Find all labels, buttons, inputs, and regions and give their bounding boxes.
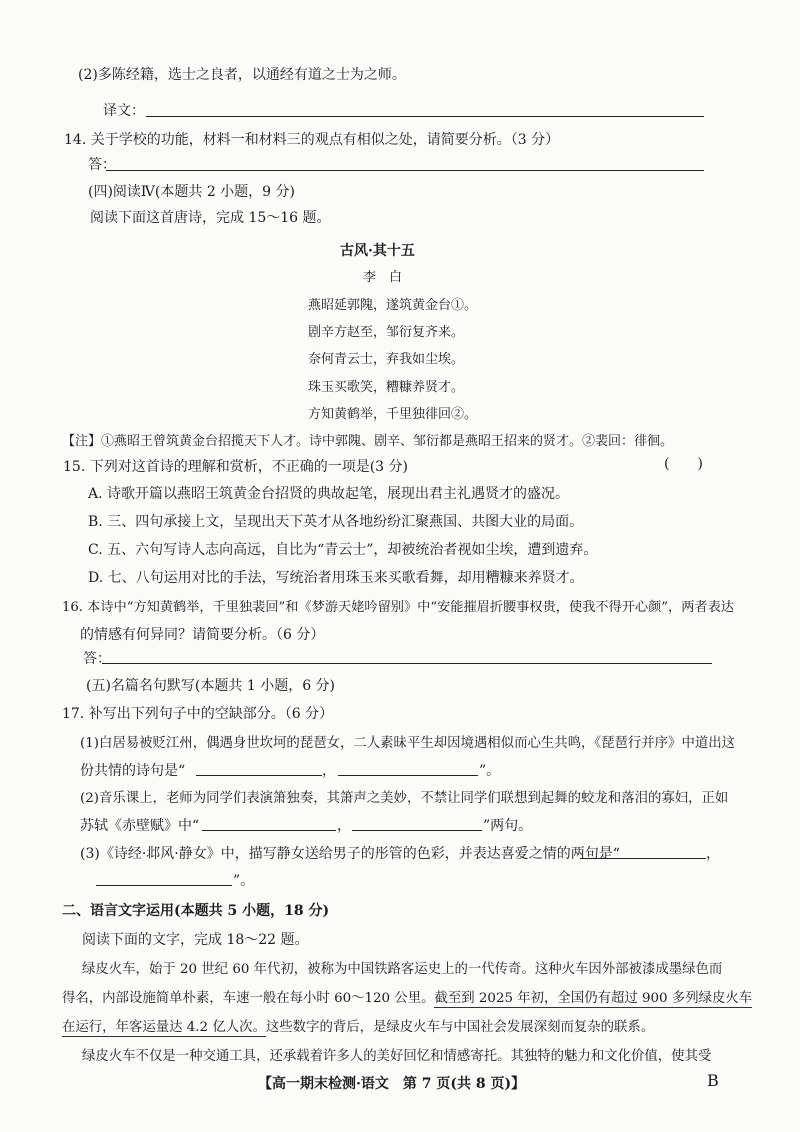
section5-heading: (五)名篇名句默写(本题共 1 小题，6 分) [86, 678, 336, 694]
q17-p3-blank-2[interactable] [96, 885, 232, 886]
q17-p2-prefix: 苏轼《赤壁赋》中“ [80, 818, 200, 834]
passage-text: 这些数字的背后，是绿皮火车与中国社会发展深刻而复杂的联系。 [265, 1020, 655, 1035]
passage-para1-line2 [62, 987, 752, 1006]
poem-line: 燕昭延郭隗，遂筑黄金台①。 [308, 298, 478, 313]
q16-answer-line[interactable] [102, 663, 712, 664]
q17-p1-blank-2[interactable] [338, 775, 478, 776]
q17-p1-blank-1[interactable] [196, 775, 322, 776]
q15-option-a: A. 诗歌开篇以燕昭王筑黄金台招贤的典故起笔，展现出君主礼遇贤才的盛况。 [88, 486, 570, 502]
translation-label: 译文： [103, 103, 145, 119]
q15-option-d: D. 七、八句运用对比的手法，写统治者用珠玉来买歌看舞，却用糟糠来养贤才。 [88, 570, 584, 586]
q17-p2-blank-1[interactable] [202, 830, 336, 831]
poem-line: 剧辛方赵至，邹衍复齐来。 [308, 325, 465, 340]
underlined-sentence: 在运行，年客运量达 4.2 亿人次。 [62, 1020, 266, 1035]
q17-p1-comma: ， [322, 763, 336, 779]
underlined-sentence: 截至到 2025 年初，全国仍有超过 900 多列绿皮火车 [434, 991, 753, 1006]
q14-text: 14. 关于学校的功能，材料一和材料三的观点有相似之处，请简要分析。（3 分） [64, 132, 560, 148]
part2-heading: 二、语言文字运用(本题共 5 小题，18 分) [62, 903, 330, 919]
poem-line: 奈何青云士，弃我如尘埃。 [308, 352, 465, 367]
translation-answer-line[interactable] [146, 116, 704, 117]
section4-heading: (四)阅读Ⅳ(本题共 2 小题，9 分) [88, 184, 295, 200]
q15-option-c: C. 五、六句写诗人志向高远，自比为“青云士”，却被统治者视如尘埃，遭到遗弃。 [88, 542, 598, 558]
version-label: B [707, 1071, 719, 1090]
q13-2-text: (2)多陈经籍，选士之良者，以通经有道之士为之师。 [78, 67, 406, 83]
passage-para1-line1: 绿皮火车，始于 20 世纪 60 年代初，被称为中国铁路客运史上的一代传奇。这种火车因外部被漆成墨绿色而 [82, 962, 723, 977]
q17-stem: 17. 补写出下列句子中的空缺部分。（6 分） [62, 706, 334, 722]
poem-line: 珠玉买歌笑，糟糠养贤才。 [308, 380, 465, 395]
poem-note: 【注】①燕昭王曾筑黄金台招揽天下人才。诗中郭隗、剧辛、邹衍都是燕昭王招来的贤才。②裴回：徘徊。 [62, 434, 674, 449]
poem-author: 李 白 [363, 270, 403, 285]
part2-intro: 阅读下面的文字，完成 18～22 题。 [82, 932, 309, 948]
poem-title: 古风·其十五 [340, 243, 415, 259]
q17-p3-line1: (3)《诗经·邶风·静女》中，描写静女送给男子的彤管的色彩，并表达喜爱之情的两句是“ [80, 846, 620, 862]
q17-p3-suffix: ”。 [233, 873, 255, 889]
q17-p1-prefix: 份共情的诗句是“ [80, 763, 186, 779]
q16-line2: 的情感有何异同？请简要分析。（6 分） [80, 627, 325, 643]
section4-intro: 阅读下面这首唐诗，完成 15～16 题。 [90, 210, 331, 226]
q17-p3-blank-1[interactable] [580, 858, 706, 859]
passage-para2-line1: 绿皮火车不仅是一种交通工具，还承载着许多人的美好回忆和情感寄托。其独特的魅力和文化价值，使其受 [82, 1049, 712, 1064]
page-footer: 【高一期末检测·语文 第 7 页(共 8 页)】 [258, 1076, 526, 1092]
q17-p2-blank-2[interactable] [352, 830, 482, 831]
q17-p2-comma: ， [337, 818, 351, 834]
poem-line: 方知黄鹤举，千里独徘回②。 [308, 407, 478, 422]
q14-answer-line[interactable] [106, 170, 704, 171]
q17-p1-suffix: ”。 [479, 763, 501, 779]
q17-p2-line1: (2)音乐课上，老师为同学们表演箫独奏，其箫声之美妙，不禁让同学们联想到起舞的蛟龙和落泪的寡妇，正如 [80, 791, 729, 806]
q17-p1-line1: (1)白居易被贬江州，偶遇身世坎坷的琵琶女，二人素昧平生却因境遇相似而心生共鸣，《琵琶行并序》中道出这 [80, 736, 736, 751]
q16-answer-label: 答： [83, 651, 111, 667]
q15-stem: 15. 下列对这首诗的理解和赏析，不正确的一项是(3 分) [63, 459, 408, 475]
q15-option-b: B. 三、四句承接上文，呈现出天下英才从各地纷纷汇聚燕国、共图大业的局面。 [88, 514, 584, 530]
q14-answer-label: 答： [88, 157, 116, 173]
q16-line1: 16. 本诗中“方知黄鹤举，千里独裴回”和《梦游天姥吟留别》中“安能摧眉折腰事权贵，使我不得开心颜”，两者表达 [62, 600, 734, 615]
q17-p3-comma: ， [706, 846, 720, 862]
passage-text: 得名，内部设施简单朴素，车速一般在每小时 60～120 公里。 [62, 991, 435, 1006]
q15-answer-bracket[interactable]: ( ) [664, 456, 703, 472]
passage-para1-line3 [62, 1016, 654, 1035]
q17-p2-suffix: ”两句。 [483, 818, 533, 834]
